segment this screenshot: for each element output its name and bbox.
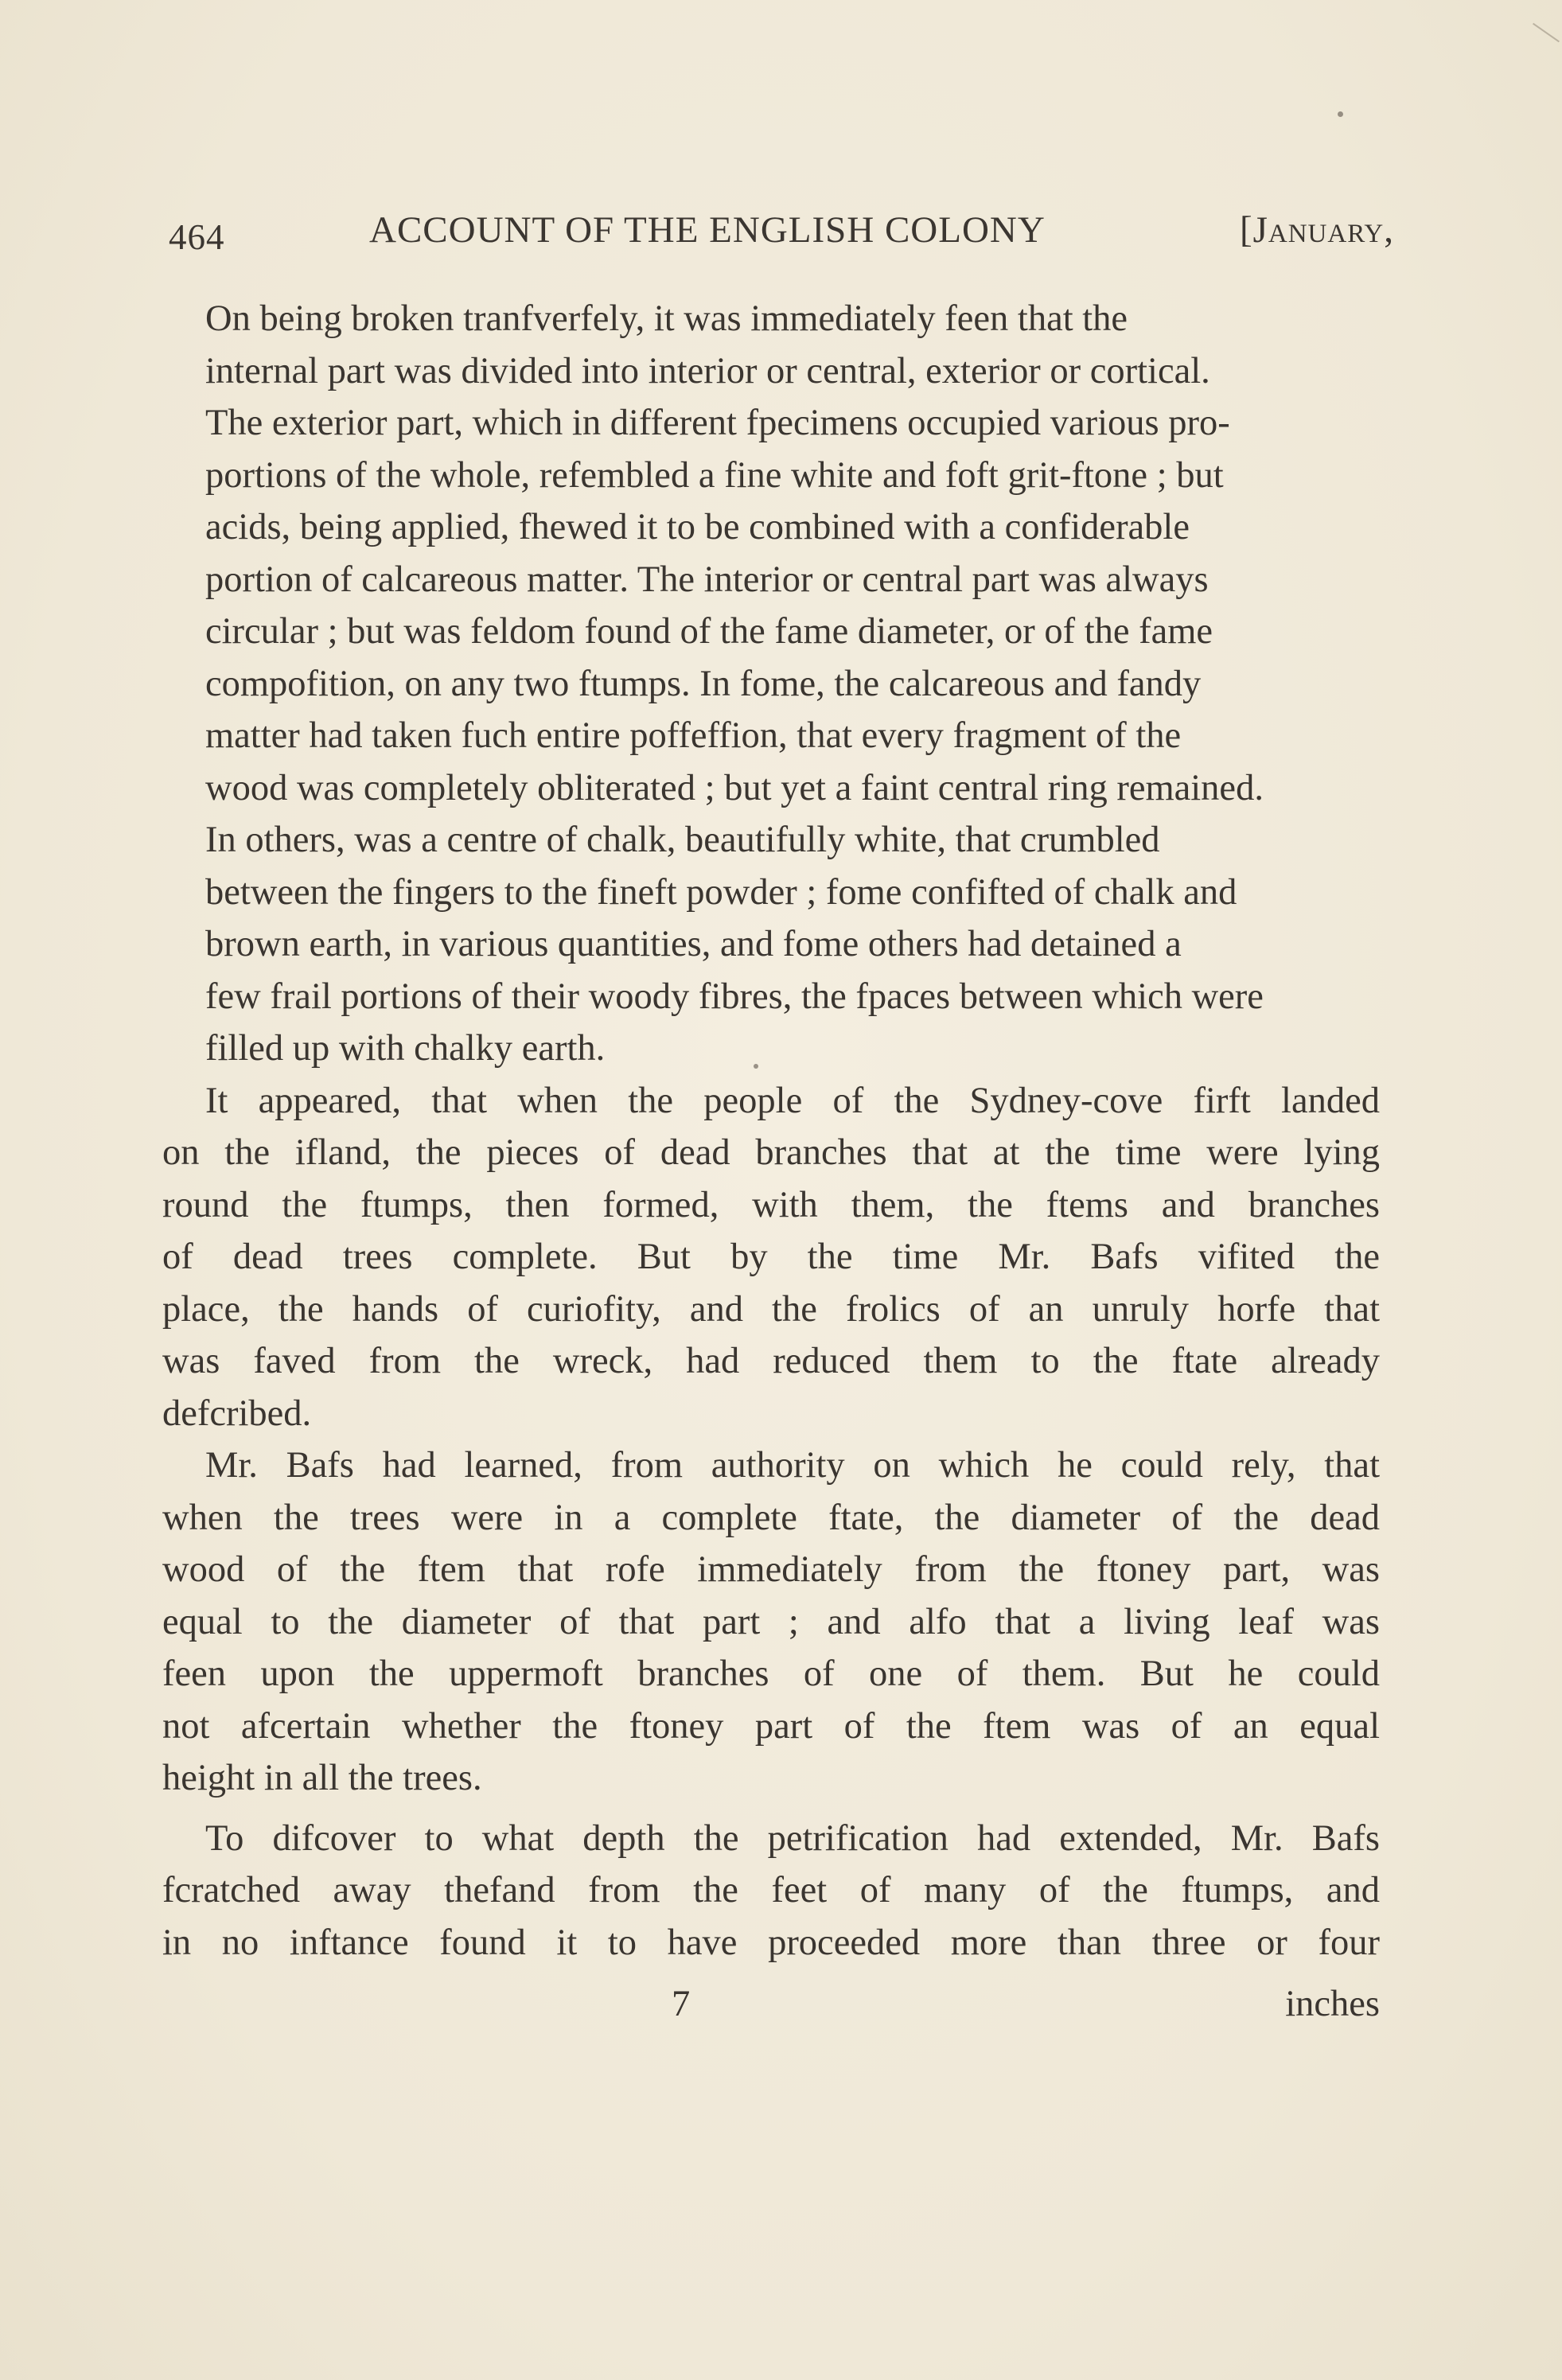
text-line: when the trees were in a complete ftate, the diameter of the dead [162, 1497, 1380, 1538]
text-line: round the ftumps, then formed, with them, the ftems and branches [162, 1184, 1380, 1225]
paragraph-2 [162, 1075, 1380, 1440]
text-line: place, the hands of curiofity, and the frolics of an unruly horfe that [162, 1288, 1380, 1330]
text-line: wood of the ftem that rofe immediately from the ftoney part, was [162, 1549, 1380, 1590]
text-line: wood was completely obliterated ; but yet a faint central ring remained. [205, 767, 1264, 808]
catchword: inches [1285, 1984, 1380, 2024]
ink-speck [1338, 111, 1343, 117]
text-line: The exterior part, which in different fpecimens occupied various pro- [205, 403, 1230, 443]
text-line: filled up with chalky earth. [205, 1028, 606, 1069]
text-line: defcribed. [162, 1393, 312, 1434]
text-line: compofition, on any two ftumps. In fome, the calcareous and fandy [205, 663, 1202, 704]
text-line: brown earth, in various quantities, and fome others had detained a [205, 924, 1182, 964]
text-line: portion of calcareous matter. The interior or central part was always [205, 559, 1209, 600]
text-line: matter had taken fuch entire poffeffion, that every fragment of the [205, 715, 1182, 756]
text-line: on the ifland, the pieces of dead branches that at the time were lying [162, 1132, 1380, 1173]
text-line: equal to the diameter of that part ; and alfo that a living leaf was [162, 1601, 1380, 1642]
paragraph-1 [162, 293, 1380, 1075]
text-line: To difcover to what depth the petrification had extended, Mr. Bafs [205, 1817, 1380, 1859]
text-line: between the fingers to the fineft powder ; fome confifted of chalk and [205, 871, 1237, 913]
text-line: of dead trees complete. But by the time Mr. Bafs vifited the [162, 1237, 1380, 1277]
signature-mark: 7 [672, 1984, 691, 2024]
text-line: in no inftance found it to have proceeded more than three or four [162, 1922, 1380, 1963]
page-footer [162, 1983, 1380, 2039]
text-line: Mr. Bafs had learned, from authority on which he could rely, that [205, 1445, 1380, 1486]
text-line: fcratched away thefand from the feet of many of the ftumps, and [162, 1870, 1380, 1911]
text-line: not afcertain whether the ftoney part of the ftem was of an equal [162, 1705, 1380, 1747]
text-line: internal part was divided into interior or central, exterior or cortical. [205, 350, 1210, 391]
page-number: 464 [169, 217, 225, 257]
text-line: In others, was a centre of chalk, beautifully white, that crumbled [205, 820, 1160, 860]
running-title: ACCOUNT OF THE ENGLISH COLONY [369, 209, 1046, 251]
paragraph-4 [162, 1813, 1380, 1969]
paragraph-3 [162, 1439, 1380, 1805]
body-text [162, 293, 1380, 1969]
text-line: was faved from the wreck, had reduced them to the ftate already [162, 1341, 1380, 1381]
text-line: feen upon the uppermoft branches of one of them. But he could [162, 1654, 1380, 1694]
text-line: circular ; but was feldom found of the fame diameter, or of the fame [205, 611, 1213, 652]
running-date: [January, [1239, 209, 1394, 251]
text-line: acids, being applied, fhewed it to be combined with a confiderable [205, 507, 1190, 547]
text-line: few frail portions of their woody fibres, the fpaces between which were [205, 976, 1264, 1017]
text-line: portions of the whole, refembled a fine white and foft grit-ftone ; but [205, 454, 1224, 496]
text-line: It appeared, that when the people of the Sydney-cove firft landed [205, 1080, 1380, 1121]
page-edge-mark [1533, 23, 1560, 43]
text-line: height in all the trees. [162, 1758, 482, 1798]
text-line: On being broken tranfverfely, it was immediately feen that the [205, 298, 1128, 339]
page-header [169, 208, 1394, 256]
